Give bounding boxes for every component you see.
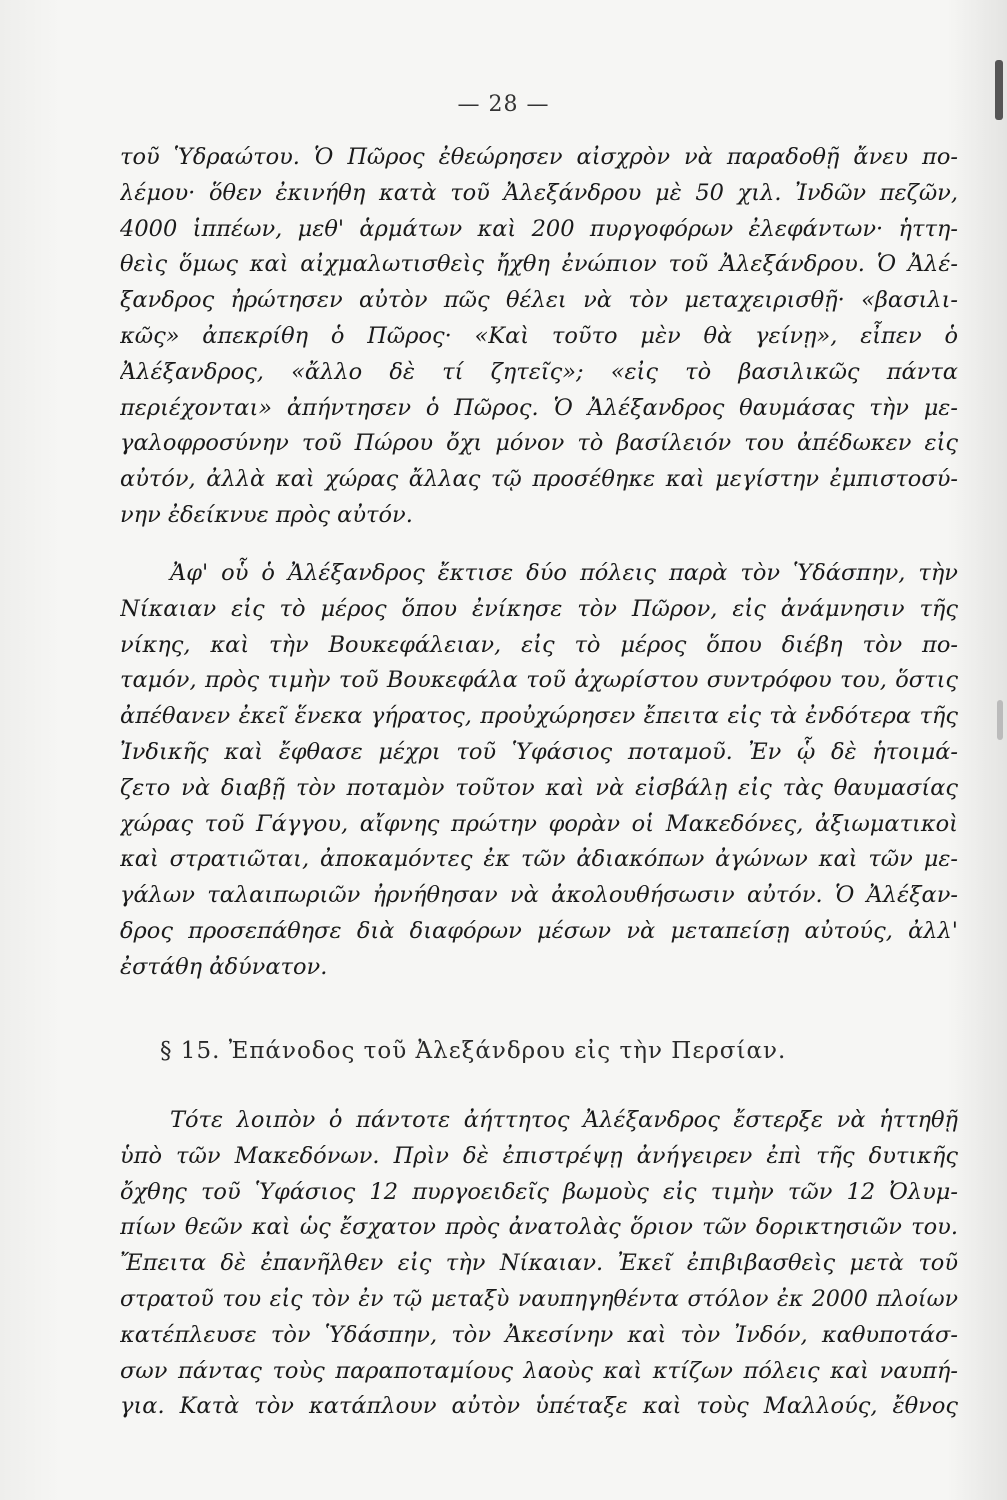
text-line: ξανδρος ἠρώτησεν αὐτὸν πῶς θέλει νὰ τὸν μεταχειρισθῇ· «βασιλι- [120, 287, 958, 314]
text-line: αὐτόν, ἀλλὰ καὶ χώρας ἄλλας τῷ προσέθηκε καὶ μεγίστην ἐμπιστοσύ- [120, 466, 958, 493]
text-line: Ἰνδικῆς καὶ ἔφθασε μέχρι τοῦ Ὑφάσιος ποταμοῦ. Ἐν ᾧ δὲ ἡτοιμά- [120, 738, 958, 765]
text-line: Ἔπειτα δὲ ἐπανῆλθεν εἰς τὴν Νίκαιαν. Ἐκεῖ ἐπιβιβασθεὶς μετὰ τοῦ [120, 1250, 958, 1277]
text-line: 4000 ἱππέων, μεθ' ἁρμάτων καὶ 200 πυργοφόρων ἐλεφάντων· ἡττη- [120, 215, 958, 242]
text-line: νίκης, καὶ τὴν Βουκεφάλειαν, εἰς τὸ μέρος ὅπου διέβη τὸν πο- [120, 631, 958, 658]
text-line: Νίκαιαν εἰς τὸ μέρος ὅπου ἐνίκησε τὸν Πῶρον, εἰς ἀνάμνησιν τῆς [120, 595, 958, 622]
text-line: στρατοῦ του εἰς τὸν ἐν τῷ μεταξὺ ναυπηγηθέντα στόλον ἐκ 2000 πλοίων [120, 1286, 958, 1312]
text-line: νην ἐδείκνυε πρὸς αὐτόν. [120, 501, 413, 528]
text-line: περιέχονται» ἀπήντησεν ὁ Πῶρος. Ὁ Ἀλέξανδρος θαυμάσας τὴν με- [120, 394, 958, 421]
text-line: χώρας τοῦ Γάγγου, αἴφνης πρώτην φορὰν οἱ Μακεδόνες, ἀξιωματικοὶ [120, 810, 958, 837]
text-line: πίων θεῶν καὶ ὡς ἔσχατον πρὸς ἀνατολὰς ὅριον τῶν δορικτησιῶν του. [120, 1214, 958, 1241]
text-line: ἀπέθανεν ἐκεῖ ἕνεκα γήρατος, προὐχώρησεν ἔπειτα εἰς τὰ ἐνδότερα τῆς [120, 703, 958, 730]
text-line: για. Κατὰ τὸν κατάπλουν αὐτὸν ὑπέταξε καὶ τοὺς Μαλλούς, ἔθνος [120, 1393, 958, 1420]
text-line: καὶ στρατιῶται, ἀποκαμόντες ἐκ τῶν ἀδιακόπων ἀγώνων καὶ τῶν με- [120, 846, 958, 873]
section-heading: § 15. Ἐπάνοδος τοῦ Ἀλεξάνδρου εἰς τὴν Περσίαν. [160, 1038, 787, 1064]
page-number: — 28 — [457, 92, 550, 117]
text-line: δρος προσεπάθησε διὰ διαφόρων μέσων νὰ μεταπείσῃ αὐτούς, ἀλλ' [120, 917, 958, 944]
text-line: κῶς» ἀπεκρίθη ὁ Πῶρος· «Καὶ τοῦτο μὲν θὰ γείνῃ», εἶπεν ὁ [120, 322, 958, 349]
binding-edge-mark [995, 60, 1003, 120]
text-line: ταμόν, πρὸς τιμὴν τοῦ Βουκεφάλα τοῦ ἀχωρίστου συντρόφου του, ὅστις [120, 667, 958, 694]
text-line: ὑπὸ τῶν Μακεδόνων. Πρὶν δὲ ἐπιστρέψῃ ἀνήγειρεν ἐπὶ τῆς δυτικῆς [120, 1142, 958, 1169]
binding-edge-mark [997, 700, 1003, 740]
text-line: γαλοφροσύνην τοῦ Πώρου ὄχι μόνον τὸ βασίλειόν του ἀπέδωκεν εἰς [120, 430, 958, 457]
text-line: κατέπλευσε τὸν Ὑδάσπην, τὸν Ἀκεσίνην καὶ τὸν Ἰνδόν, καθυποτάσ- [120, 1321, 958, 1348]
text-line: λέμου· ὅθεν ἐκινήθη κατὰ τοῦ Ἀλεξάνδρου μὲ 50 χιλ. Ἰνδῶν πεζῶν, [120, 179, 958, 206]
text-line: ἐστάθη ἀδύνατον. [120, 953, 328, 980]
text-line: Τότε λοιπὸν ὁ πάντοτε ἀήττητος Ἀλέξανδρος ἔστερξε νὰ ἡττηθῇ [170, 1107, 958, 1133]
text-line: Ἀφ' οὗ ὁ Ἀλέξανδρος ἔκτισε δύο πόλεις παρὰ τὸν Ὑδάσπην, τὴν [170, 560, 958, 586]
text-line: σων πάντας τοὺς παραποταμίους λαοὺς καὶ κτίζων πόλεις καὶ ναυπή- [120, 1357, 958, 1384]
paragraph-3 [120, 1103, 958, 1425]
text-line: γάλων ταλαιπωριῶν ἠρνήθησαν νὰ ἀκολουθήσωσιν αὐτόν. Ὁ Ἀλέξαν- [120, 882, 958, 909]
text-line: θεὶς ὅμως καὶ αἰχμαλωτισθεὶς ἤχθη ἐνώπιον τοῦ Ἀλεξάνδρου. Ὁ Ἀλέ- [120, 251, 958, 278]
paragraph-1 [120, 140, 958, 534]
text-line: τοῦ Ὑδραώτου. Ὁ Πῶρος ἐθεώρησεν αἰσχρὸν νὰ παραδοθῇ ἄνευ πο- [120, 144, 958, 170]
text-line: ὄχθης τοῦ Ὑφάσιος 12 πυργοειδεῖς βωμοὺς εἰς τιμὴν τῶν 12 Ὀλυμ- [120, 1178, 958, 1205]
text-line: ζετο νὰ διαβῇ τὸν ποταμὸν τοῦτον καὶ νὰ εἰσβάλῃ εἰς τὰς θαυμασίας [120, 774, 958, 801]
text-line: Ἀλέξανδρος, «ἄλλο δὲ τί ζητεῖς»; «εἰς τὸ βασιλικῶς πάντα [120, 358, 958, 385]
paragraph-2 [120, 556, 958, 986]
